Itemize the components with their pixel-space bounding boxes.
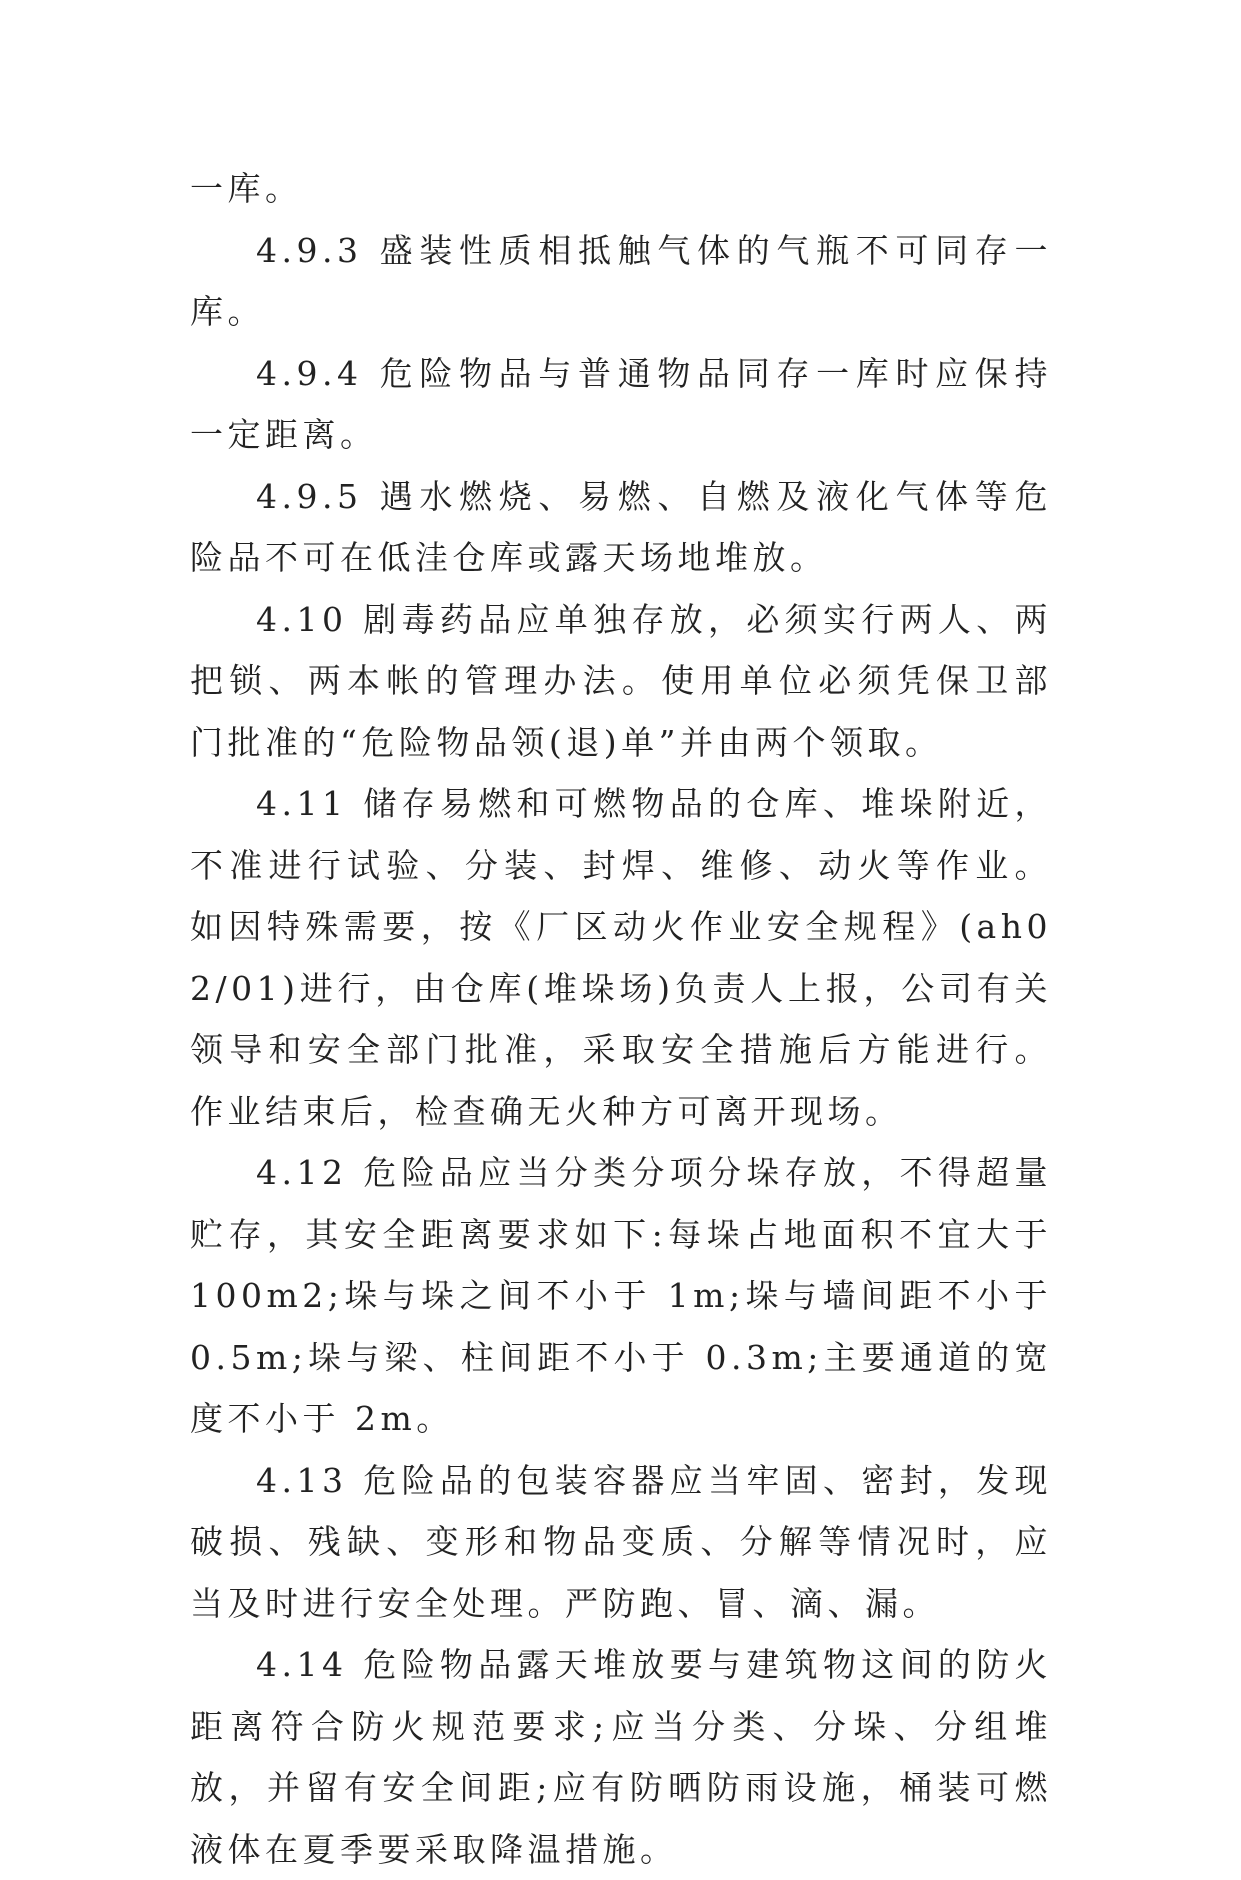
paragraph-4-11: 4.11 储存易燃和可燃物品的仓库、堆垛附近，不准进行试验、分装、封焊、维修、动火等作业。如因特殊需要，按《厂区动火作业安全规程》(ah02/01)进行，由仓库(堆垛场)负责人上报，公司有关领导和安全部门批准，采取安全措施后方能进行。作业结束后，检查确无火种方可离开现场。 bbox=[190, 784, 1052, 1131]
paragraph-4-9-4: 4.9.4 危险物品与普通物品同存一库时应保持一定距离。 bbox=[190, 353, 1052, 454]
paragraph-4-10: 4.10 剧毒药品应单独存放，必须实行两人、两把锁、两本帐的管理办法。使用单位必须凭保卫部门批准的“危险物品领(退)单”并由两个领取。 bbox=[190, 599, 1052, 762]
paragraph-continuation: 一库。 bbox=[190, 169, 303, 208]
paragraph-4-9-3: 4.9.3 盛装性质相抵触气体的气瓶不可同存一库。 bbox=[190, 230, 1052, 331]
paragraph-4-14: 4.14 危险物品露天堆放要与建筑物这间的防火距离符合防火规范要求;应当分类、分垛、分组堆放，并留有安全间距;应有防晒防雨设施，桶装可燃液体在夏季要采取降温措施。 bbox=[190, 1645, 1052, 1869]
paragraph-4-12: 4.12 危险品应当分类分项分垛存放，不得超量贮存，其安全距离要求如下:每垛占地面积不宜大于 100m2;垛与垛之间不小于 1m;垛与墙间距不小于 0.5m;垛与梁、柱间距不小于 0.3m;主要通道的宽度不小于 2m。 bbox=[190, 1153, 1052, 1438]
paragraph-4-9-5: 4.9.5 遇水燃烧、易燃、自燃及液化气体等危险品不可在低洼仓库或露天场地堆放。 bbox=[190, 476, 1052, 577]
paragraph-4-13: 4.13 危险品的包装容器应当牢固、密封，发现破损、残缺、变形和物品变质、分解等情况时，应当及时进行安全处理。严防跑、冒、滴、漏。 bbox=[190, 1460, 1052, 1623]
document-page bbox=[190, 158, 1052, 1880]
